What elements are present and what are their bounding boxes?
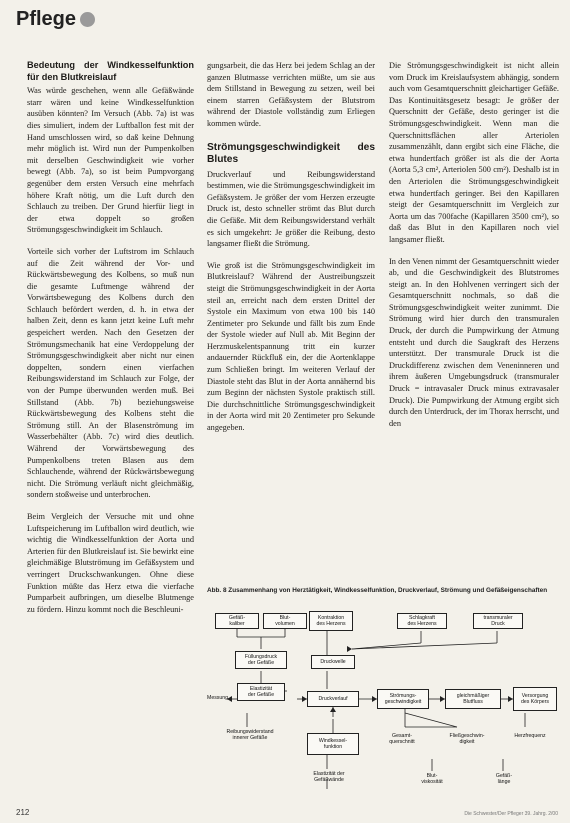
flow-diagram [207, 609, 559, 809]
box-windkessel: Windkessel- funktion [307, 733, 359, 755]
box-druckverlauf: Druckverlauf [307, 691, 359, 707]
label-herzfrequenz: Herzfrequenz [514, 733, 546, 739]
paragraph: Beim Vergleich der Versuche mit und ohne Luftspeicherung im Luftballon wird deutlich, wie wichtig die Windkesselfunktion der Aorta und Arterien für den Blutkreislauf ist. Sie bewirkt eine gleichmäßige Blutströmung im Gefäßsystem und verringert Druckschwankungen. Ohne diese Funktion müßte das Herz etwa die vierfache Pumparbeit aufbringen, um dieselbe Blutmenge zu fördern. Hinzu kommt noch die Beschleuni- [27, 511, 194, 614]
label-reibungswiderstand: Reibungswiderstand innerer Gefäße [226, 729, 274, 742]
label-blutviskositaet: Blut- viskosität [421, 773, 443, 786]
box-transmuraler-druck: transmuraler Druck [473, 613, 523, 629]
paragraph: Druckverlauf und Reibungswiderstand bestimmen, wie die Strömungsgeschwindigkeit im Gefäßsystem. Je größer der vom Herzen erzeugte Druck ist, desto schneller strömt das Blut durch die Gefäße. Mit dem Reibungswiderstand verhält es sich umgekehrt: Je größer die Reibung, desto langsamer fließt die Strömung. [207, 169, 375, 249]
label-fliessgeschw: Fließgeschwin- digkeit [449, 733, 485, 746]
journal-footer: Die Schwester/Der Pfleger 39. Jahrg. 2/00 [464, 811, 558, 817]
label-messung: Messung [207, 695, 229, 701]
label-gesamtquerschnitt: Gesamt- querschnitt [389, 733, 415, 746]
box-gleichmaessiger: gleichmäßiger Blutfluss [445, 689, 501, 709]
box-versorgung: Versorgung des Körpers [513, 687, 557, 711]
box-stroemung: Strömungs- geschwindigkeit [377, 689, 429, 709]
column-2 [207, 60, 375, 444]
box-elastizitaet: Elastizität der Gefäße [237, 683, 285, 701]
figure-caption: Abb. 8 Zusammenhang von Herztätigkeit, Windkesselfunktion, Druckverlauf, Strömung und Gefäßeigenschaften [207, 587, 548, 594]
label-gefaesslaenge: Gefäß- länge [495, 773, 513, 786]
page-number: 212 [16, 808, 30, 817]
paragraph: Vorteile sich vorher der Luftstrom im Schlauch auf die Zeit während der Vor- und Rückwärtsbewegung des Kolbens, so muß nun die gesamte Luftmenge während der Vorwärtsbewegung des Kolbens durch den Schlauch befördert werden, d. h. in etwa der halben Zeit, denn es kann jetzt keine Luft mehr gespeichert werden. Nach den Gesetzen der Strömungsmechanik hat eine Verdoppelung der Strömungsgeschwindigkeit aber nicht nur einen doppelten, sondern einen vierfachen Reibungswiderstand im Schlauch zur Folge, der von der Pumpe überwunden werden muß. Bei Stillstand (Abb. 7b) beziehungsweise Rückwärtsbewegung des Kolbens steht die Strömung still. An der Blasenströmung im Wasserbehälter (Abb. 7c) wird dies deutlich. Während der Vorwärtsbewegung des Pumpenkolbens treten Blasen aus dem Schlauchende, während der Rückwärtsbewegung nicht. Die Strömung verläuft nicht gleichmäßig, sondern stoßweise und unterbrochen. [27, 246, 194, 500]
box-kontraktion-herz: Kontraktion des Herzens [309, 611, 353, 631]
section-dot-icon [80, 12, 95, 27]
column-3 [389, 60, 559, 439]
box-gefaess-kaliber: Gefäß- kaliber [215, 613, 259, 629]
box-schlagkraft: Schlagkraft des Herzens [397, 613, 447, 629]
section-heading-stroemung: Strömungsgeschwindigkeit des Blutes [207, 141, 375, 166]
paragraph: In den Venen nimmt der Gesamtquerschnitt wieder ab, und die Geschwindigkeit des Blutstromes steigt an. In den Hohlvenen verringert sich der Gesamtquerschnitt nochmals, so daß die Strömungsgeschwindigkeit weiter zunimmt. Die Strömung wird hier durch den transmuralen Druck, der durch die Pumpwirkung der Atmung entsteht und durch die Saugkraft des Herzens unterstützt. Der transmurale Druck ist die Druckdifferenz zwischen dem Veneninneren und ihrem äußeren Umgebungsdruck (transmuraler Druck = intravasaler Druck minus extravasaler Druck). Die Pumpwirkung der Atmung ergibt sich durch den Unterdruck, der im Thorax herrscht, und den [389, 256, 559, 428]
paragraph: Die Strömungsgeschwindigkeit ist nicht allein vom Druck im Kreislaufsystem abhängig, sondern auch vom Gesamtquerschnitt gleichartiger Gefäße. Das Kontinuitätsgesetz besagt: Je größer der Querschnitt der Gefäße, desto geringer ist die Strömungsgeschwindigkeit. Wenn man die Querschnittsflächen aller Arteriolen zusammenzählt, dann ergibt sich eine Fläche, die etwa hundertfach größer ist als die der Aorta (Aorta 5,3 cm², Arteriolen 500 cm²). Deshalb ist in den Arteriolen die Strömungsgeschwindigkeit etwa hundertfach geringer. Bei den Kapillaren steigt der Gesamtquerschnitt im Vergleich zur Aorta um das 700fache (Kapillaren 3500 cm²), so daß das Blut in den Kapillaren noch viel langsamer fließt. [389, 61, 559, 244]
section-heading-windkessel: Bedeutung der Windkesselfunktion für den Blutkreislauf [27, 60, 194, 82]
page-header [16, 8, 95, 31]
paragraph: Was würde geschehen, wenn alle Gefäßwände starr wären und keine Windkesselfunktion ausüben könnten? Im Versuch (Abb. 7a) ist was dies simuliert, indem der Luftballon fest mit der Hand umschlossen wird, so daß keine Dehnung mehr möglich ist. Wird nun der Pumpenkolben mit derselben Geschwindigkeit wie vorher bewegt (Abb. 7a), so ist beim Pumpvorgang gegenüber dem ersten Versuch eine mehrfach höhere Kraft nötig, um die Luft durch den Schlauch zu treiben. Der Grund hierfür liegt in der etwa doppelt so großen Strömungsgeschwindigkeit im Schlauch. [27, 86, 194, 235]
label-elastizitaet-gefaesse: Elastizität der Gefäßwände [313, 771, 345, 784]
paragraph: gungsarbeit, die das Herz bei jedem Schlag an der ganzen Blutmasse verrichten müßte, um sie aus dem Stillstand in Bewegung zu setzen, weil bei einem starren Gefäßsystem der Blutstrom während der Diastole vollständig zum Erliegen kommen würde. [207, 61, 375, 128]
section-title: Pflege [16, 8, 77, 30]
column-1 [27, 60, 194, 625]
box-blut-volumen: Blut- volumen [263, 613, 307, 629]
figure-diagram [207, 587, 559, 812]
box-druckwelle: Druckwelle [311, 655, 355, 669]
box-fuellungsdruck: Füllungsdruck der Gefäße [235, 651, 287, 669]
paragraph: Wie groß ist die Strömungsgeschwindigkeit im Blutkreislauf? Während der Austreibungszeit steigt die Strömungsgeschwindigkeit in der Aorta steil an, erreicht nach dem ersten Drittel der Systole ein Maximum von etwa 100 bis 140 Zentimeter pro Sekunde und fällt bis zum Ende der Systole wieder auf Null ab. Mit Beginn der Herzmuskelentspannung tritt ein kurzer andauernder Rückfluß ein, der die Aortenklappe zum Schließen bringt. Im weiteren Verlauf der Diastole steht das Blut in der Aorta annähernd bis zum Beginn der nächsten Systole praktisch still. Die durchschnittliche Strömungsgeschwindigkeit in der Aorta wird mit 20 Zentimeter pro Sekunde angegeben. [207, 260, 375, 433]
